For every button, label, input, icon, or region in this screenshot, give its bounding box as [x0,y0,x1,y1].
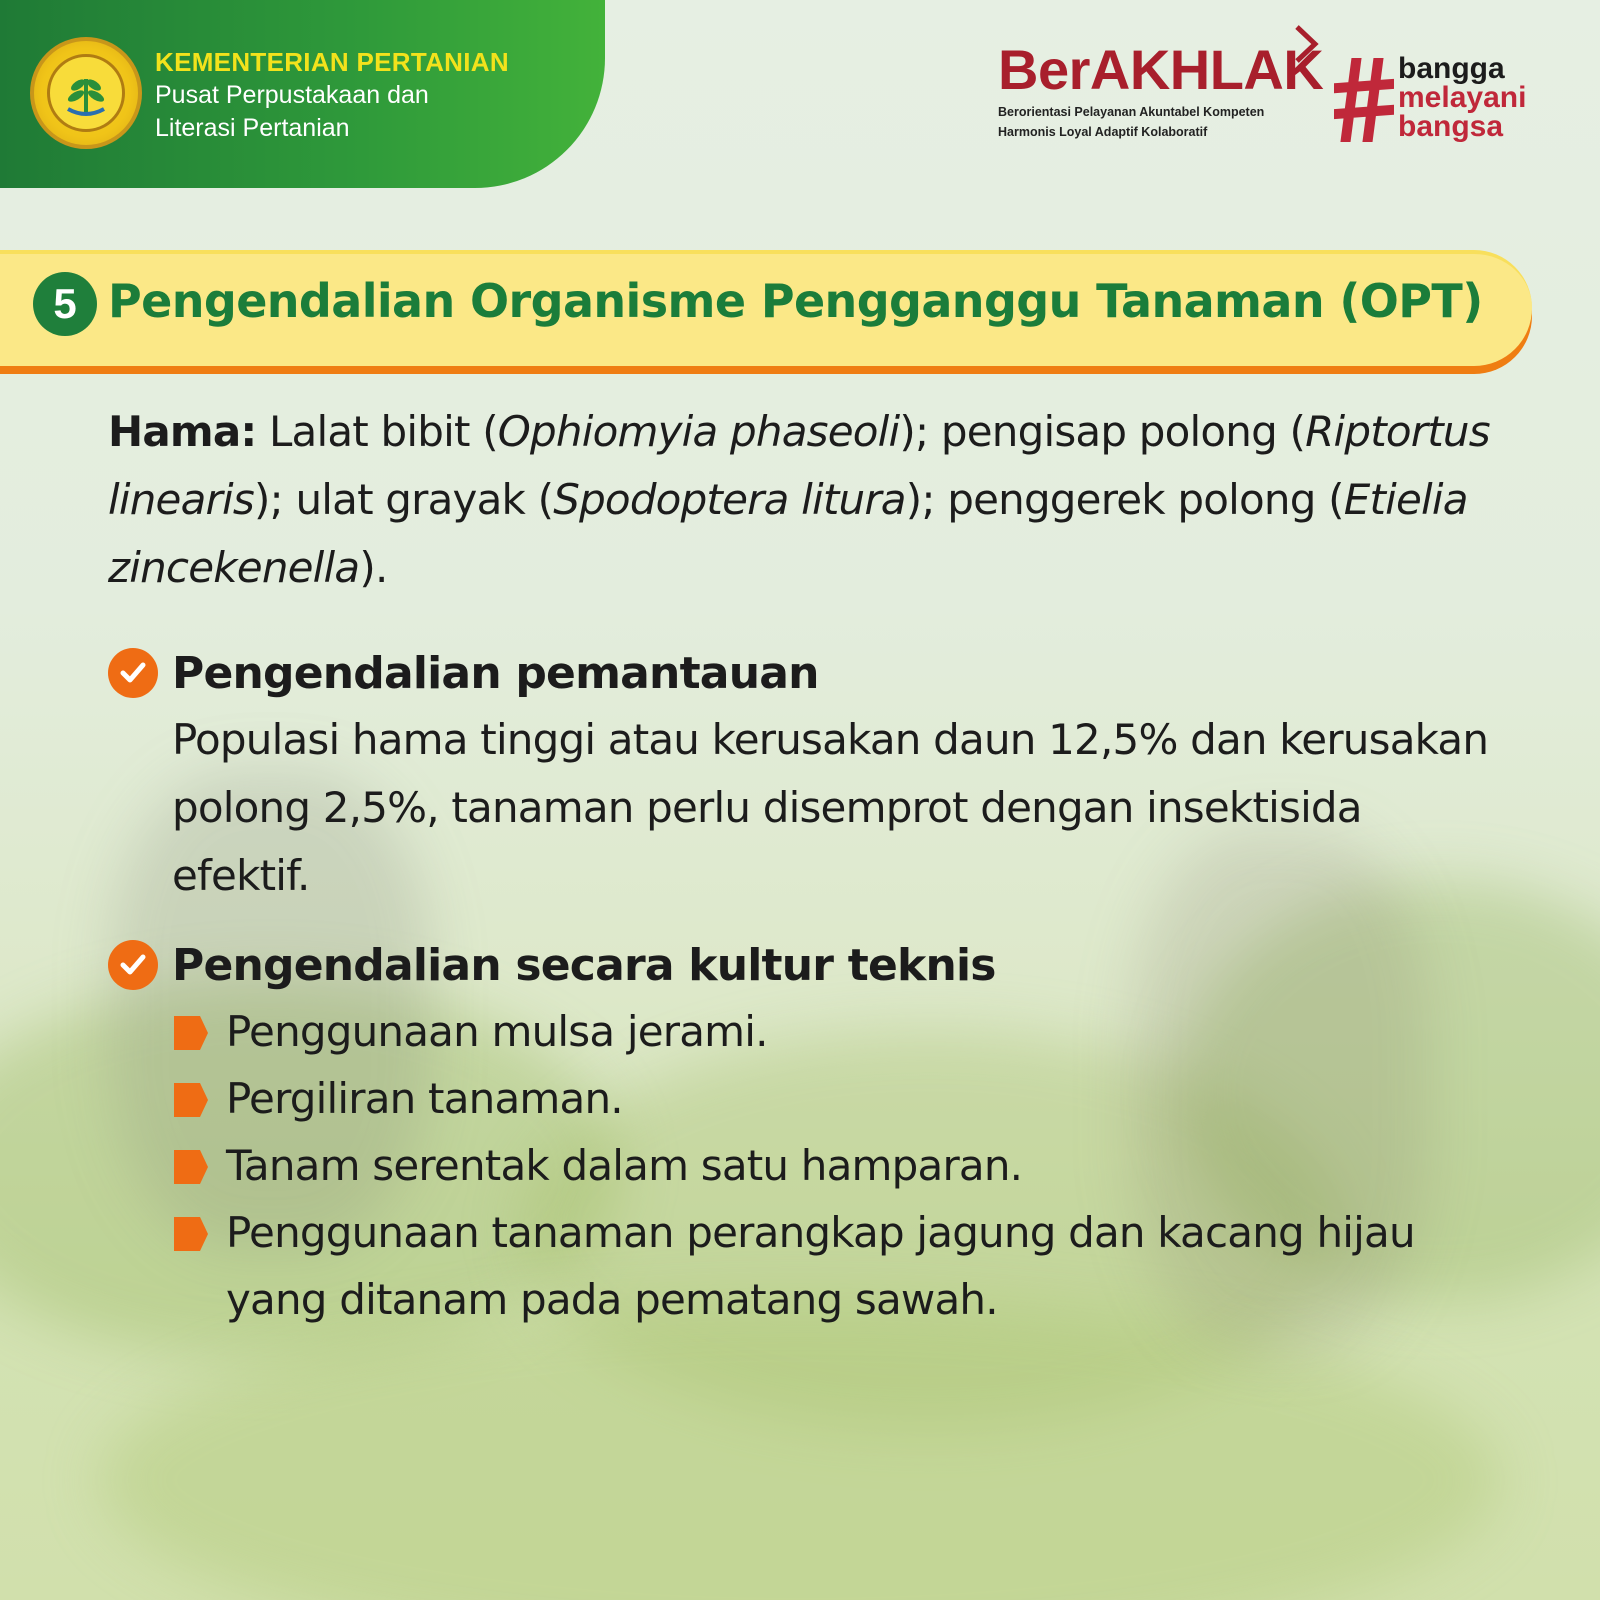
org-name: KEMENTERIAN PERTANIAN [155,47,509,77]
species-riptortus: Riptortus linearis [108,407,1490,524]
org-sub-line2: Literasi Pertanian [155,114,350,142]
section-kultur-teknis [108,934,1508,1333]
species-ophiomyia: Ophiomyia phaseoli [497,407,900,456]
berakhlak-tagline-2: Harmonis Loyal Adaptif Kolaboratif [998,125,1208,139]
list-item [172,998,1508,1065]
hama-text-2: ); pengisap polong ( [899,407,1306,456]
tag-bullet-icon [172,1014,210,1052]
bangga-melayani-bangsa [1398,54,1526,141]
checkmark-icon [108,648,158,698]
section-number-badge: 5 [33,272,97,336]
list-item-text: Penggunaan tanaman perangkap jagung dan kacang hijau yang ditanam pada pematang sawah. [226,1208,1415,1324]
hashtag-icon [1334,58,1394,142]
berakhlak-logo [998,40,1323,140]
list-item-text: Penggunaan mulsa jerami. [226,1007,768,1056]
ministry-logo [30,37,142,149]
hama-text-5: ). [359,543,388,592]
list-item [172,1065,1508,1132]
bangga-text: bangga [1398,52,1505,85]
section-pemantauan [108,642,1508,910]
section-title: Pengendalian Organisme Pengganggu Tanaman (OPT) [108,274,1483,328]
species-etielia: Etielia zincekenella [108,475,1468,592]
list-item-text: Tanam serentak dalam satu hamparan. [226,1141,1023,1190]
chevron-right-icon [1294,24,1320,64]
kultur-teknis-title: Pengendalian secara kultur teknis [172,940,996,991]
tag-bullet-icon [172,1215,210,1253]
hama-text-1: Lalat bibit ( [256,407,498,456]
bangsa-text: bangsa [1398,110,1504,143]
org-title-block [155,47,509,144]
tag-bullet-icon [172,1148,210,1186]
pest-list [108,398,1508,602]
pemantauan-body: Populasi hama tinggi atau kerusakan daun 12,5% dan kerusakan polong 2,5%, tanaman perlu disemprot dengan insektisida efektif. [172,715,1489,900]
tag-bullet-icon [172,1081,210,1119]
hama-label: Hama: [108,407,257,456]
melayani-text: melayani [1398,81,1527,114]
hama-text-3: ); ulat grayak ( [253,475,554,524]
list-item [172,1199,1508,1333]
checkmark-icon [108,940,158,990]
list-item-text: Pergiliran tanaman. [226,1074,623,1123]
content-body [108,398,1508,1333]
pemantauan-title: Pengendalian pemantauan [172,648,819,699]
berakhlak-word: BerAKHLAK [998,38,1324,101]
species-spodoptera: Spodoptera litura [553,475,906,524]
hama-text-4: ); penggerek polong ( [905,475,1344,524]
berakhlak-tagline-1: Berorientasi Pelayanan Akuntabel Kompeten [998,105,1265,119]
org-sub-line1: Pusat Perpustakaan dan [155,81,429,109]
list-item [172,1132,1508,1199]
plant-icon [58,65,114,121]
kultur-teknis-list [172,998,1508,1333]
